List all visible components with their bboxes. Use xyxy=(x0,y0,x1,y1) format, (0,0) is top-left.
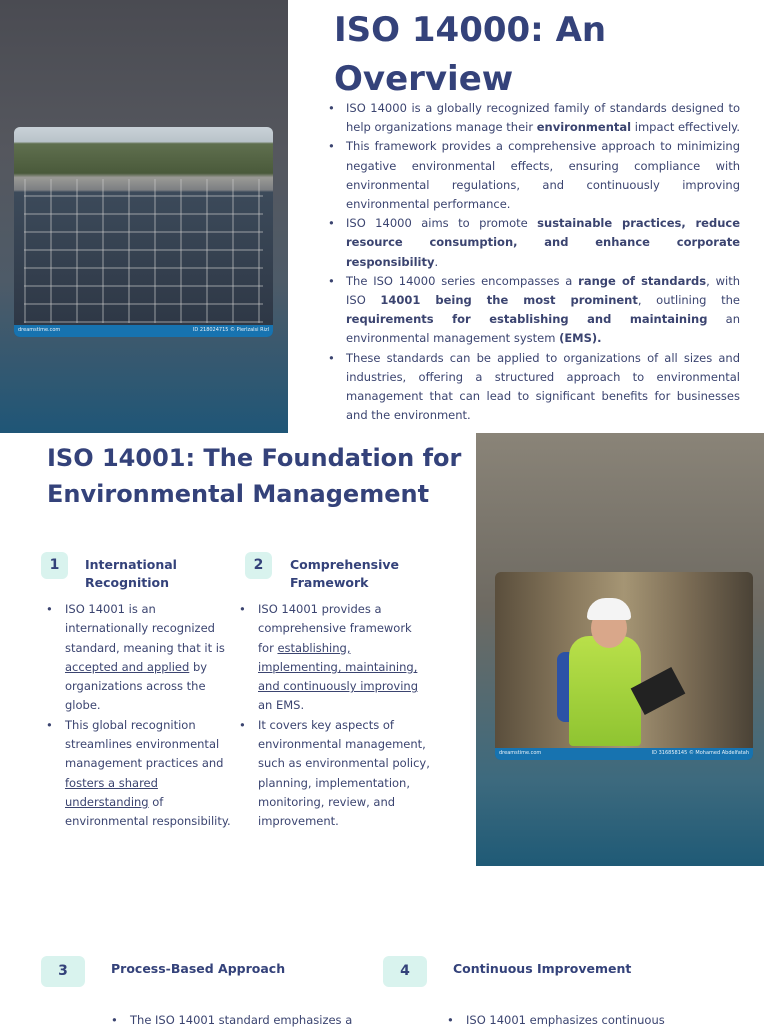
text: ISO 14000 aims to promote xyxy=(346,216,538,231)
text: ISO 14001 provides a comprehensive framework for xyxy=(258,602,412,655)
solar-panels-photo xyxy=(14,127,273,337)
feature-1-bullet-1 xyxy=(46,600,236,716)
feature-1-bullets xyxy=(46,600,236,832)
text-bold: environmental xyxy=(536,120,632,135)
text-bold: requirements for establishing and maintaining xyxy=(346,312,708,327)
text-bold: sustainable practices, reduce resource consumption, and enhance corporate responsibility xyxy=(346,216,741,269)
text: , with ISO xyxy=(346,273,740,308)
text: by organizations across the globe. xyxy=(65,659,208,713)
feature-1-badge: 1 xyxy=(41,552,68,579)
text-underlined: fosters a shared understanding xyxy=(65,775,158,809)
text: This global recognition streamlines environmental management practices and xyxy=(65,717,224,771)
text: . xyxy=(434,254,439,269)
solar-grid xyxy=(24,179,263,323)
overview-bullet-5: • These standards can be applied to organizations of all sizes and industries, offering a structured approach to environmental management that can lead to significant benefits for businesses and the environment. xyxy=(328,349,740,426)
foundation-title: ISO 14001: The Foundation for Environmental Management xyxy=(47,444,462,508)
overview-bullet-1 xyxy=(328,99,740,137)
worker-photo xyxy=(495,572,753,760)
overview-bullet-2: • This framework provides a comprehensive approach to minimizing negative environmental effects, ensuring compliance with environmental regulations, and continuously improving environmental performance. xyxy=(328,137,740,214)
image-caption-bar xyxy=(495,748,753,760)
image-caption-left: dreamstime.com xyxy=(499,750,542,756)
feature-2-badge: 2 xyxy=(245,552,272,579)
text: The ISO 14000 series encompasses a xyxy=(346,273,579,288)
feature-2-bullet-2: • It covers key aspects of environmental management, such as environmental policy, planning, implementation, monitoring, review, and improvement. xyxy=(239,716,431,832)
feature-3-bullet-1: • The ISO 14001 standard emphasizes a xyxy=(111,1011,361,1030)
overview-image-panel xyxy=(0,0,288,433)
hard-hat-icon xyxy=(587,598,631,620)
text: an environmental management system xyxy=(346,312,740,346)
feature-3-badge: 3 xyxy=(41,956,85,987)
feature-4-bullets xyxy=(447,1011,707,1030)
text-bold: 14001 being the most prominent xyxy=(380,293,638,308)
image-caption-bar xyxy=(14,325,273,337)
text: of environmental responsibility. xyxy=(65,794,231,829)
feature-2-bullets xyxy=(239,600,431,832)
image-caption-right: ID 316858145 © Mohamed Abdelfatah xyxy=(651,750,749,756)
text-underlined: accepted and applied xyxy=(65,659,190,674)
text-underlined: establishing, implementing, maintaining, and continuously improving xyxy=(258,640,418,694)
feature-3-bullets xyxy=(111,1011,361,1030)
overview-bullet-list xyxy=(328,99,740,425)
feature-4-title: Continuous Improvement xyxy=(453,961,632,976)
feature-4-bullet-1: • ISO 14001 emphasizes continuous xyxy=(447,1011,707,1030)
worker-vest xyxy=(569,636,641,746)
image-caption-left: dreamstime.com xyxy=(18,327,61,333)
text-bold: range of standards xyxy=(578,273,707,288)
feature-2-bullet-1 xyxy=(239,600,431,716)
text-bold: (EMS). xyxy=(559,331,602,346)
feature-2-title: Comprehensive Framework xyxy=(290,557,400,590)
overview-bullet-3 xyxy=(328,214,740,272)
overview-bullet-4 xyxy=(328,272,740,349)
feature-3-title: Process-Based Approach xyxy=(111,961,286,976)
image-caption-right: ID 218024715 © Pierlzalsi Rizl xyxy=(192,327,269,333)
text: , outlining the xyxy=(637,293,740,308)
feature-4-badge: 4 xyxy=(383,956,427,987)
overview-title: ISO 14000: An Overview xyxy=(334,10,607,99)
text: impact effectively. xyxy=(631,120,740,135)
text: an EMS. xyxy=(258,698,305,713)
feature-1-title: International Recognition xyxy=(85,557,177,590)
text: ISO 14000 is a globally recognized family of standards designed to help organizations manage their xyxy=(346,101,740,135)
feature-1-bullet-2 xyxy=(46,716,236,832)
text: ISO 14001 is an internationally recognized standard, meaning that it is xyxy=(65,602,225,655)
